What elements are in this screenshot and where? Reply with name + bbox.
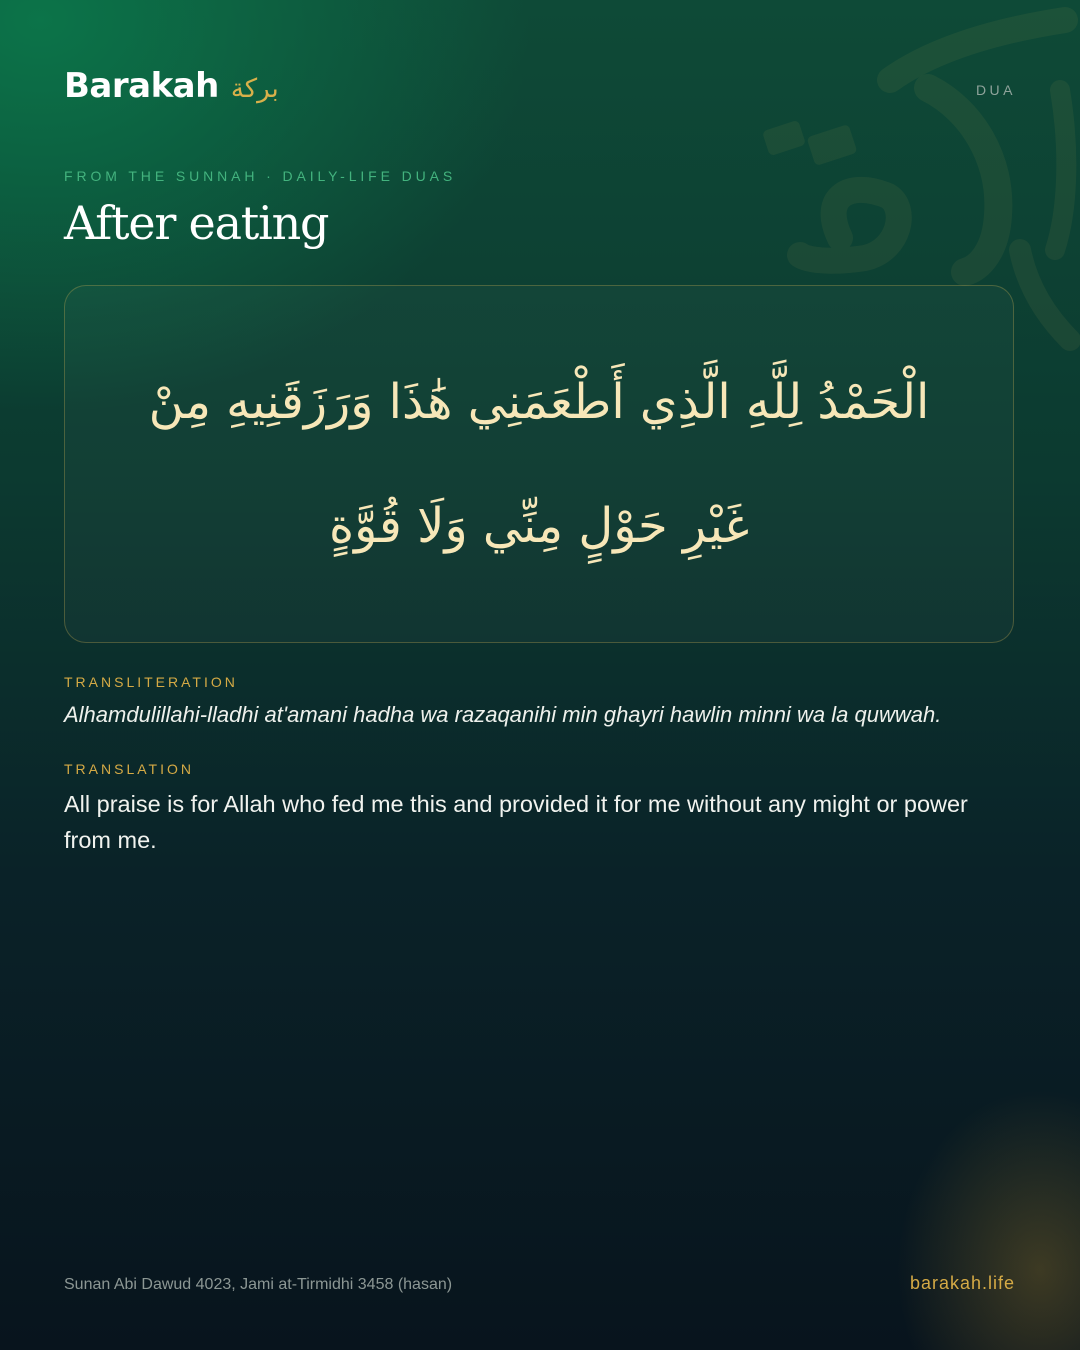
transliteration-text: Alhamdulillahi-lladhi at'amani hadha wa razaqanihi min ghayri hawlin minni wa la quwwah.: [64, 702, 942, 727]
translation-text: All praise is for Allah who fed me this and provided it for me without any might or power from me.: [64, 791, 968, 853]
brand-arabic-wordmark: بركة: [230, 74, 279, 104]
brand-logo: [64, 66, 279, 106]
brand-name: Barakah: [64, 66, 219, 106]
section-label: DUA: [975, 82, 1016, 98]
website-link[interactable]: barakah.life: [909, 1273, 1015, 1293]
arabic-dua-text: الْحَمْدُ لِلَّهِ الَّذِي أَطْعَمَنِي هَٰذَا وَرَزَقَنِيهِ مِنْ غَيْرِ حَوْلٍ مِنِّي وَلَا قُوَّةٍ: [148, 374, 930, 554]
transliteration-label: TRANSLITERATION: [64, 674, 238, 690]
category-kicker: FROM THE SUNNAH · DAILY-LIFE DUAS: [64, 168, 457, 184]
translation-label: TRANSLATION: [64, 761, 194, 777]
header: [64, 66, 1016, 110]
source-citation: Sunan Abi Dawud 4023, Jami at-Tirmidhi 3458 (hasan): [64, 1276, 453, 1293]
arabic-dua-card: [64, 285, 1014, 643]
page-title: After eating: [64, 196, 329, 250]
